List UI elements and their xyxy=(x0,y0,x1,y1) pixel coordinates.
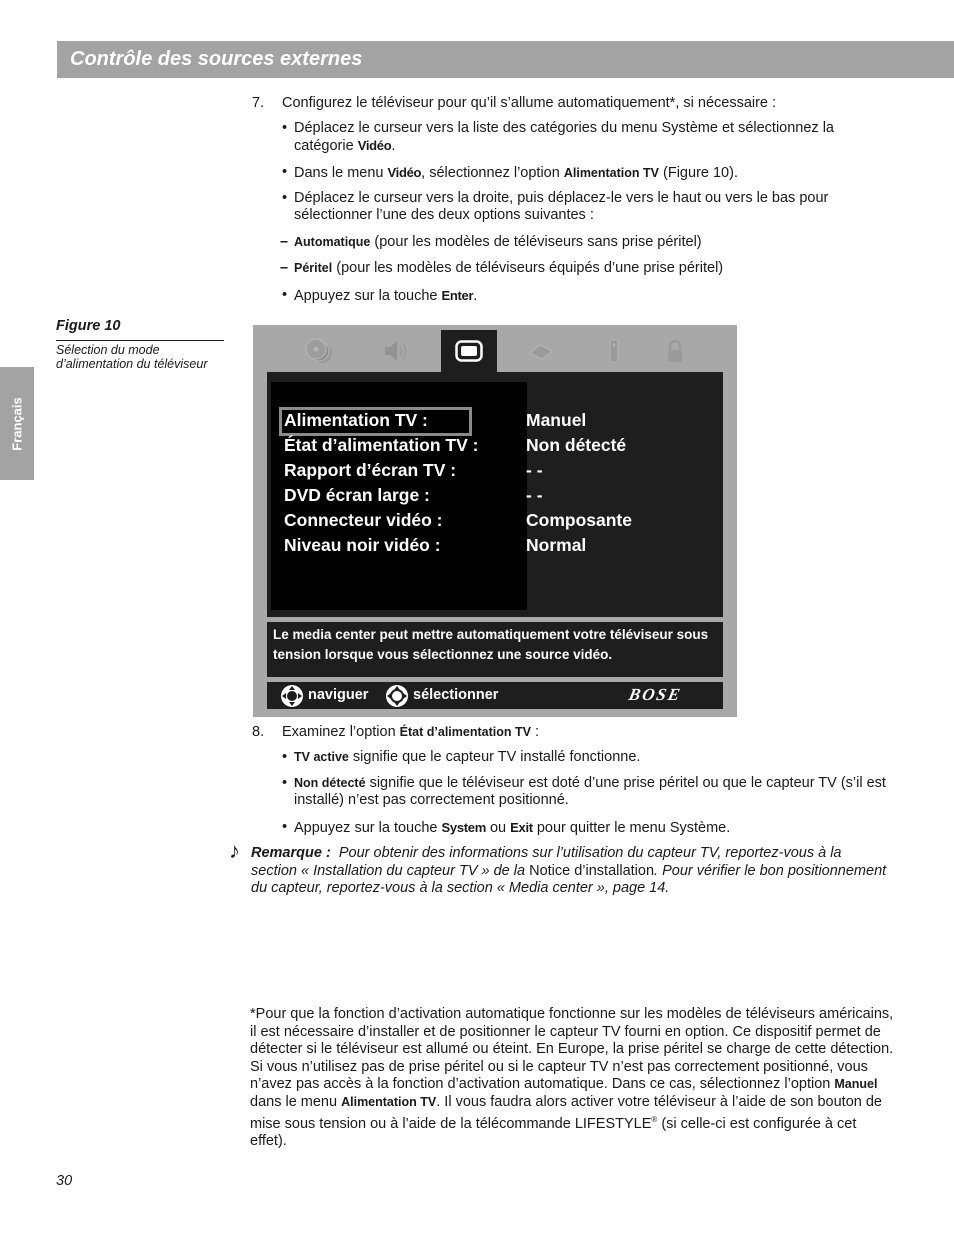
step7-bullet-3: Déplacez le curseur vers la droite, puis déplacez-le vers le haut ou vers le bas pour sélectionner l’une des deux options suivantes : xyxy=(294,190,829,223)
step8-bullet-1: TV active signifie que le capteur TV installé fonctionne. xyxy=(294,749,641,765)
figure-caption: Sélection du mode d’alimentation du téléviseur xyxy=(56,343,208,371)
row-value-alimentation[interactable]: Manuel xyxy=(526,410,587,430)
section-title: Contrôle des sources externes xyxy=(70,48,363,70)
step7-intro: Configurez le téléviseur pour qu’il s’allume automatiquement*, si nécessaire : xyxy=(282,95,777,111)
disc-icon xyxy=(305,337,333,365)
language-tab xyxy=(0,367,34,480)
step7-bullet-1: Déplacez le curseur vers la liste des catégories du menu Système et sélectionnez la catégorie Vidéo. xyxy=(294,120,834,154)
remote-pad-icon xyxy=(527,337,555,365)
select-pad-icon xyxy=(385,684,409,708)
bullet: • xyxy=(282,749,288,765)
row-value-rapport: - - xyxy=(526,460,543,480)
bose-logo: BOSE xyxy=(627,685,684,704)
navigate-pad-icon xyxy=(280,684,304,708)
step7-bullet-2: Dans le menu Vidéo, sélectionnez l’option Alimentation TV (Figure 10). xyxy=(294,165,738,181)
row-label-etat[interactable]: État d’alimentation TV : xyxy=(284,435,479,455)
step8-intro: Examinez l’option État d’alimentation TV : xyxy=(282,724,539,740)
page-number: 30 xyxy=(56,1173,73,1189)
bullet: • xyxy=(282,190,288,206)
row-label-connecteur[interactable]: Connecteur vidéo : xyxy=(284,510,443,530)
help-message: Le media center peut mettre automatiquement votre téléviseur sous tension lorsque vous sélectionnez une source vidéo. xyxy=(267,622,723,677)
on-screen-menu-figure xyxy=(253,325,737,717)
step8-number: 8. xyxy=(252,724,265,740)
menu-icon-strip xyxy=(253,325,737,373)
music-note-icon: ♪ xyxy=(229,838,240,863)
dash: – xyxy=(280,234,289,250)
footnote: *Pour que la fonction d’activation automatique fonctionne sur les modèles de téléviseurs américains, il est nécessaire d’installer et de positionner le capteur TV fourni en option. Ce dispositif permet de détecter si le téléviseur est allumé ou éteint. En Europe, la prise péritel se charge de cette détection. Si vous n’utilisez pas de prise péritel ou si le capteur TV n’est pas correctement positionné, vous n’avez pas accès à la fonction d’activation automatique. Dans ce cas, sélectionnez l’option Manuel dans le menu Alimentation TV. Il vous faudra alors activer votre téléviseur à l’aide de son bouton de mise sous tension ou à l’aide de la télécommande LIFESTYLE® (si celle-ci est configurée à cet effet). xyxy=(250,1006,894,1150)
note-remarque: Remarque : Pour obtenir des informations sur l’utilisation du capteur TV, reportez-vous à la section « Installation du capteur TV » de la Notice d’installation. Pour vérifier le bon positionnement du capteur, reportez-vous à la section « Media center », page 14. xyxy=(251,845,887,896)
step7-option-automatique: Automatique (pour les modèles de téléviseurs sans prise péritel) xyxy=(294,234,702,250)
remote-icon xyxy=(600,337,628,365)
bullet: • xyxy=(282,775,288,791)
step7-bullet-4: Appuyez sur la touche Enter. xyxy=(294,288,478,304)
figure-rule xyxy=(56,340,224,341)
row-label-rapport[interactable]: Rapport d’écran TV : xyxy=(284,460,457,480)
tv-icon xyxy=(455,340,483,362)
menu-panel xyxy=(267,372,723,617)
bullet: • xyxy=(282,120,288,136)
navigate-label: naviguer xyxy=(308,687,369,703)
row-value-dvd: - - xyxy=(526,485,543,505)
lock-icon xyxy=(661,337,689,365)
language-tab-label: Français xyxy=(9,396,25,451)
dash: – xyxy=(280,260,289,276)
section-header xyxy=(57,41,954,78)
bullet: • xyxy=(282,287,288,303)
speaker-icon xyxy=(381,337,409,365)
step7-number: 7. xyxy=(252,95,265,111)
bullet: • xyxy=(282,164,288,180)
row-value-etat: Non détecté xyxy=(526,435,627,455)
row-label-alimentation[interactable]: Alimentation TV : xyxy=(284,410,428,430)
navigation-hint-bar xyxy=(267,682,723,709)
figure-title: Figure 10 xyxy=(56,318,121,334)
step8-bullet-3: Appuyez sur la touche System ou Exit pour quitter le menu Système. xyxy=(294,820,731,836)
row-value-niveau: Normal xyxy=(526,535,587,555)
select-label: sélectionner xyxy=(413,687,499,703)
row-label-niveau[interactable]: Niveau noir vidéo : xyxy=(284,535,441,555)
step8-bullet-2: Non détecté signifie que le téléviseur est doté d’une prise péritel ou que le capteur TV (s’il est installé) n’est pas correctement positionné. xyxy=(294,775,886,808)
bullet: • xyxy=(282,819,288,835)
step7-option-peritel: Péritel (pour les modèles de téléviseurs équipés d’une prise péritel) xyxy=(294,260,724,276)
row-label-dvd[interactable]: DVD écran large : xyxy=(284,485,430,505)
row-value-connecteur: Composante xyxy=(526,510,632,530)
